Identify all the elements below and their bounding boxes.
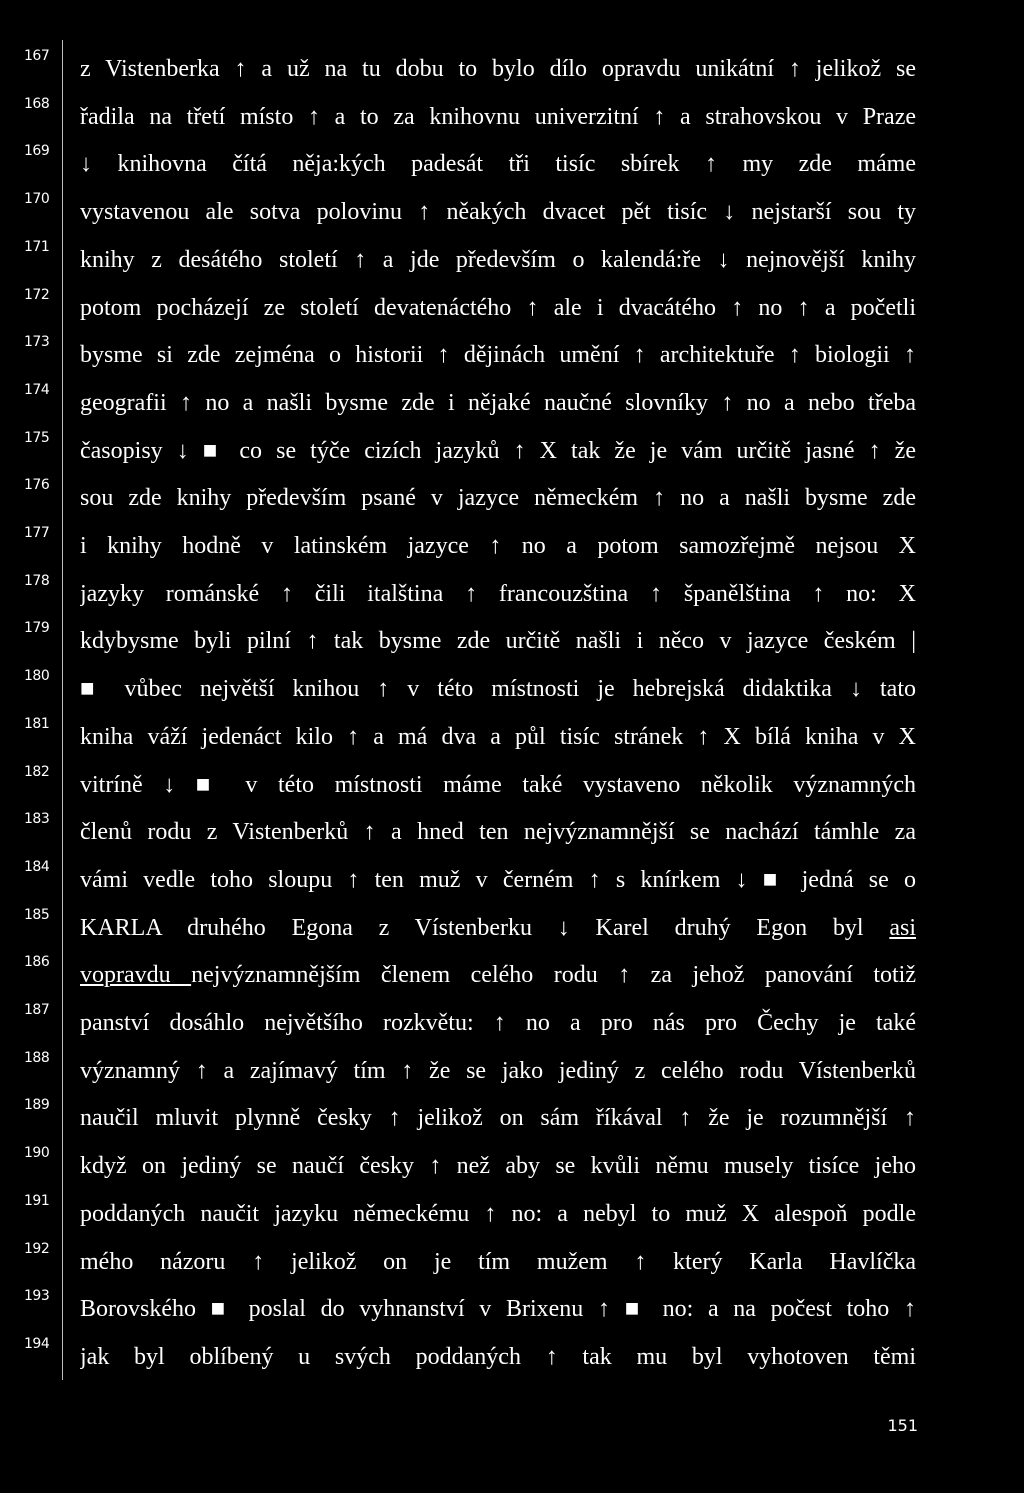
transcript-line bbox=[0, 285, 1024, 332]
line-text bbox=[80, 1008, 916, 1038]
line-content: časopisy ↓ ■ co se týče cizích jazyků ↑ X tak že je vám určitě jasné ↑ že bbox=[80, 437, 916, 464]
line-text bbox=[80, 483, 916, 513]
line-content: Borovského ■ poslal do vyhnanství v Brixenu ↑ ■ no: a na počest toho ↑ bbox=[80, 1296, 916, 1323]
line-content: ↓ knihovna čítá něja:kých padesát tři tisíc sbírek ↑ my zde máme bbox=[80, 151, 916, 178]
line-text bbox=[80, 1103, 916, 1133]
line-number: 174 bbox=[24, 381, 50, 398]
line-text bbox=[80, 102, 916, 132]
line-number: 169 bbox=[24, 143, 50, 160]
line-number: 170 bbox=[24, 191, 50, 208]
transcript-line bbox=[0, 1191, 1024, 1238]
line-number: 180 bbox=[24, 668, 50, 685]
line-number: 177 bbox=[24, 525, 50, 541]
line-text bbox=[80, 579, 916, 609]
transcript-line bbox=[0, 618, 1024, 665]
line-content: geografii ↑ no a našli bysme zde i nějaké naučné slovníky ↑ no a nebo třeba bbox=[80, 389, 916, 416]
transcript-line bbox=[0, 141, 1024, 188]
line-number: 176 bbox=[24, 477, 50, 494]
line-number: 178 bbox=[24, 572, 50, 589]
line-number: 183 bbox=[24, 811, 50, 828]
line-content: nejvýznamnějším členem celého rodu ↑ za jehož panování totiž bbox=[191, 962, 916, 989]
line-content: potom pocházejí ze století devatenáctého ↑ ale i dvacátého ↑ no ↑ a početli bbox=[80, 294, 916, 321]
line-content: mého názoru ↑ jelikož on je tím mužem ↑ který Karla Havlíčka bbox=[80, 1248, 916, 1275]
transcript-line bbox=[0, 857, 1024, 904]
line-number: 168 bbox=[24, 95, 50, 112]
line-number: 173 bbox=[24, 334, 50, 351]
line-text bbox=[80, 1151, 916, 1181]
transcript-line bbox=[0, 428, 1024, 475]
transcript-line bbox=[0, 1334, 1024, 1381]
line-text bbox=[80, 388, 916, 418]
transcript-line bbox=[0, 523, 1024, 570]
line-content: kdybysme byli pilní ↑ tak bysme zde určitě našli i něco v jazyce českém | bbox=[80, 628, 916, 655]
line-content: ■ vůbec největší knihou ↑ v této místnosti je hebrejská didaktika ↓ tato bbox=[80, 676, 916, 703]
transcript-line bbox=[0, 1048, 1024, 1095]
line-content: vystavenou ale sotva polovinu ↑ něakých dvacet pět tisíc ↓ nejstarší sou ty bbox=[80, 199, 916, 226]
line-number: 172 bbox=[24, 286, 50, 303]
line-content: významný ↑ a zajímavý tím ↑ že se jako jediný z celého rodu Vístenberků bbox=[80, 1057, 916, 1084]
transcript-line bbox=[0, 1095, 1024, 1142]
line-text bbox=[80, 1247, 916, 1277]
transcript-line bbox=[0, 1000, 1024, 1047]
line-number: 191 bbox=[24, 1192, 50, 1209]
line-content: z Vistenberka ↑ a už na tu dobu to bylo dílo opravdu unikátní ↑ jelikož se bbox=[80, 56, 916, 82]
line-number: 187 bbox=[24, 1002, 50, 1018]
line-text bbox=[80, 1056, 916, 1086]
transcript-line bbox=[0, 332, 1024, 379]
line-content: sou zde knihy především psané v jazyce německém ↑ no a našli bysme zde bbox=[80, 485, 916, 512]
line-text bbox=[80, 197, 916, 227]
line-number: 179 bbox=[24, 620, 50, 637]
underlined-word: vopravdu bbox=[80, 962, 192, 989]
line-number: 171 bbox=[24, 238, 50, 255]
line-content: vámi vedle toho sloupu ↑ ten muž v černém ↑ s knírkem ↓ ■ jedná se o bbox=[80, 866, 916, 893]
transcript-line bbox=[0, 714, 1024, 761]
transcript-line bbox=[0, 1143, 1024, 1190]
line-content: naučil mluvit plynně česky ↑ jelikož on sám říkával ↑ že je rozumnější ↑ bbox=[80, 1105, 916, 1132]
line-text bbox=[80, 54, 916, 84]
line-number: 194 bbox=[24, 1335, 50, 1352]
line-text bbox=[80, 865, 916, 895]
transcript-line bbox=[0, 1286, 1024, 1333]
line-text bbox=[80, 245, 916, 275]
line-text bbox=[80, 1294, 916, 1324]
transcript-line bbox=[0, 1239, 1024, 1286]
line-number: 190 bbox=[24, 1145, 50, 1162]
line-number: 175 bbox=[24, 429, 50, 446]
line-content: jak byl oblíbený u svých poddaných ↑ tak mu byl vyhotoven těmi bbox=[80, 1343, 916, 1370]
line-text bbox=[80, 674, 916, 704]
line-text bbox=[80, 913, 916, 943]
transcript-line bbox=[0, 189, 1024, 236]
line-text bbox=[80, 770, 916, 800]
line-content: řadila na třetí místo ↑ a to za knihovnu univerzitní ↑ a strahovskou v Praze bbox=[80, 103, 916, 130]
line-content: panství dosáhlo největšího rozkvětu: ↑ no a pro nás pro Čechy je také bbox=[80, 1010, 916, 1036]
line-number: 182 bbox=[24, 763, 50, 780]
line-content: jazyky románské ↑ čili italština ↑ francouzština ↑ španělština ↑ no: X bbox=[80, 580, 916, 607]
line-content: kniha váží jedenáct kilo ↑ a má dva a půl tisíc stránek ↑ X bílá kniha v X bbox=[80, 723, 916, 750]
line-number: 181 bbox=[24, 715, 50, 732]
line-text bbox=[80, 531, 916, 561]
page-number: 151 bbox=[887, 1416, 918, 1435]
line-content: i knihy hodně v latinském jazyce ↑ no a potom samozřejmě nejsou X bbox=[80, 533, 916, 559]
line-number: 192 bbox=[24, 1240, 50, 1257]
transcript-line bbox=[0, 475, 1024, 522]
transcript-line bbox=[0, 237, 1024, 284]
line-number: 167 bbox=[24, 48, 50, 64]
line-content: členů rodu z Vistenberků ↑ a hned ten nejvýznamnější se nachází támhle za bbox=[80, 819, 916, 846]
line-content: KARLA druhého Egona z Vístenberku ↓ Karel druhý Egon byl bbox=[80, 914, 864, 941]
line-number: 186 bbox=[24, 954, 50, 971]
line-number: 188 bbox=[24, 1049, 50, 1066]
line-text bbox=[80, 722, 916, 752]
line-text bbox=[80, 960, 916, 990]
line-text bbox=[80, 293, 916, 323]
line-text bbox=[80, 626, 916, 656]
line-content: když on jediný se naučí česky ↑ než aby se kvůli němu musely tisíce jeho bbox=[80, 1153, 916, 1180]
line-text bbox=[80, 149, 916, 179]
line-text bbox=[80, 436, 916, 466]
transcript-line bbox=[0, 571, 1024, 618]
line-content: bysme si zde zejména o historii ↑ dějinách umění ↑ architektuře ↑ biologii ↑ bbox=[80, 342, 916, 369]
line-content: poddaných naučit jazyku německému ↑ no: a nebyl to muž X alespoň podle bbox=[80, 1200, 916, 1227]
transcript-line bbox=[0, 666, 1024, 713]
transcript-line bbox=[0, 94, 1024, 141]
transcript-line bbox=[0, 809, 1024, 856]
line-text bbox=[80, 340, 916, 370]
underlined-word: asi bbox=[889, 914, 916, 941]
line-content: knihy z desátého století ↑ a jde především o kalendá:ře ↓ nejnovější knihy bbox=[80, 246, 916, 273]
line-number: 185 bbox=[24, 906, 50, 923]
transcript-line bbox=[0, 762, 1024, 809]
line-number: 184 bbox=[24, 858, 50, 875]
transcript-line bbox=[0, 905, 1024, 952]
transcript-line bbox=[0, 46, 1024, 93]
line-text bbox=[80, 1199, 916, 1229]
line-number: 189 bbox=[24, 1097, 50, 1114]
line-text bbox=[80, 1342, 916, 1372]
line-number: 193 bbox=[24, 1288, 50, 1305]
line-content: vitríně ↓ ■ v této místnosti máme také vystaveno několik významných bbox=[80, 771, 916, 798]
transcript-line bbox=[0, 952, 1024, 999]
transcript-line bbox=[0, 380, 1024, 427]
line-text bbox=[80, 817, 916, 847]
